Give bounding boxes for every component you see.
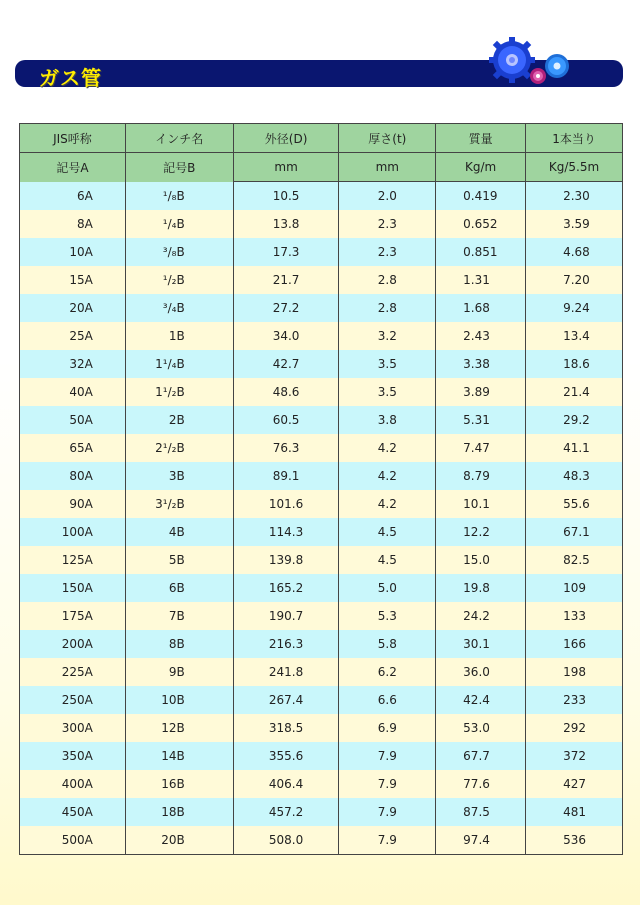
cell-thickness: 5.8 [339,630,436,658]
cell-inch-size: 8B [125,630,233,658]
cell-mass-per-m: 0.652 [436,210,526,238]
cell-mass-per-pipe: 7.20 [526,266,623,294]
cell-inch-size: 20B [125,826,233,855]
col-header-jis: JIS呼称 [20,124,126,153]
cell-inch-size: ¹/₂B [125,266,233,294]
cell-mass-per-m: 30.1 [436,630,526,658]
cell-outer-diameter: 267.4 [233,686,339,714]
cell-outer-diameter: 406.4 [233,770,339,798]
cell-outer-diameter: 27.2 [233,294,339,322]
table-row [20,406,623,434]
cell-inch-size: ³/₄B [125,294,233,322]
table-row [20,322,623,350]
cell-outer-diameter: 89.1 [233,462,339,490]
cell-jis-size: 32A [20,350,126,378]
cell-mass-per-m: 7.47 [436,434,526,462]
col-unit-jis: 記号A [20,153,126,182]
cell-thickness: 4.5 [339,546,436,574]
cell-outer-diameter: 10.5 [233,182,339,211]
table-row [20,434,623,462]
cell-mass-per-pipe: 166 [526,630,623,658]
cell-jis-size: 400A [20,770,126,798]
cell-mass-per-pipe: 133 [526,602,623,630]
cell-jis-size: 200A [20,630,126,658]
cell-inch-size: 12B [125,714,233,742]
cell-jis-size: 350A [20,742,126,770]
cell-thickness: 4.2 [339,462,436,490]
cell-jis-size: 50A [20,406,126,434]
cell-inch-size: 10B [125,686,233,714]
cell-outer-diameter: 355.6 [233,742,339,770]
cell-thickness: 2.3 [339,238,436,266]
cell-inch-size: 3B [125,462,233,490]
cell-thickness: 7.9 [339,798,436,826]
cell-mass-per-m: 3.89 [436,378,526,406]
table-row [20,350,623,378]
large-gear-icon [489,37,535,83]
cell-jis-size: 125A [20,546,126,574]
cell-inch-size: 7B [125,602,233,630]
cell-mass-per-pipe: 13.4 [526,322,623,350]
cell-mass-per-m: 67.7 [436,742,526,770]
cell-thickness: 2.8 [339,294,436,322]
gas-pipe-table [19,123,623,855]
cell-inch-size: 2¹/₂B [125,434,233,462]
cell-thickness: 3.5 [339,350,436,378]
cell-mass-per-pipe: 292 [526,714,623,742]
cell-jis-size: 450A [20,798,126,826]
cell-mass-per-pipe: 536 [526,826,623,855]
table-row [20,798,623,826]
cell-thickness: 6.2 [339,658,436,686]
cell-mass-per-m: 53.0 [436,714,526,742]
table-row [20,686,623,714]
table-row [20,182,623,211]
cell-mass-per-pipe: 9.24 [526,294,623,322]
col-header-mass: 質量 [436,124,526,153]
cell-outer-diameter: 114.3 [233,518,339,546]
cell-mass-per-m: 19.8 [436,574,526,602]
cell-jis-size: 20A [20,294,126,322]
cell-outer-diameter: 21.7 [233,266,339,294]
col-unit-mass: Kg/m [436,153,526,182]
cell-jis-size: 500A [20,826,126,855]
cell-inch-size: 1¹/₄B [125,350,233,378]
cell-mass-per-m: 42.4 [436,686,526,714]
cell-mass-per-m: 0.419 [436,182,526,211]
cell-jis-size: 6A [20,182,126,211]
header-row-2 [20,153,623,182]
table-row [20,518,623,546]
cell-mass-per-m: 97.4 [436,826,526,855]
cell-jis-size: 300A [20,714,126,742]
cell-outer-diameter: 508.0 [233,826,339,855]
cell-thickness: 4.2 [339,434,436,462]
cell-outer-diameter: 190.7 [233,602,339,630]
cell-inch-size: 16B [125,770,233,798]
cell-jis-size: 25A [20,322,126,350]
table-row [20,462,623,490]
cell-jis-size: 40A [20,378,126,406]
cell-mass-per-pipe: 41.1 [526,434,623,462]
cell-jis-size: 10A [20,238,126,266]
cell-outer-diameter: 17.3 [233,238,339,266]
cell-mass-per-m: 0.851 [436,238,526,266]
table-row [20,546,623,574]
cell-mass-per-pipe: 372 [526,742,623,770]
cell-outer-diameter: 101.6 [233,490,339,518]
cell-inch-size: 3¹/₂B [125,490,233,518]
cell-outer-diameter: 13.8 [233,210,339,238]
cell-outer-diameter: 165.2 [233,574,339,602]
cell-inch-size: 4B [125,518,233,546]
cell-inch-size: 9B [125,658,233,686]
cell-inch-size: 1¹/₂B [125,378,233,406]
table-row [20,266,623,294]
cell-thickness: 4.2 [339,490,436,518]
cell-thickness: 4.5 [339,518,436,546]
cell-inch-size: 6B [125,574,233,602]
cell-jis-size: 15A [20,266,126,294]
cell-thickness: 3.5 [339,378,436,406]
cell-outer-diameter: 457.2 [233,798,339,826]
col-unit-thickness: mm [339,153,436,182]
cell-mass-per-m: 1.68 [436,294,526,322]
cell-jis-size: 65A [20,434,126,462]
table-row [20,294,623,322]
cell-mass-per-m: 36.0 [436,658,526,686]
cell-inch-size: 1B [125,322,233,350]
cell-thickness: 6.9 [339,714,436,742]
cell-outer-diameter: 76.3 [233,434,339,462]
cell-mass-per-pipe: 233 [526,686,623,714]
cell-outer-diameter: 318.5 [233,714,339,742]
cell-outer-diameter: 42.7 [233,350,339,378]
cell-inch-size: 14B [125,742,233,770]
cell-mass-per-pipe: 82.5 [526,546,623,574]
cell-thickness: 7.9 [339,770,436,798]
cell-mass-per-m: 8.79 [436,462,526,490]
cell-thickness: 7.9 [339,826,436,855]
cell-mass-per-pipe: 55.6 [526,490,623,518]
small-pink-gear-icon [530,68,546,84]
cell-jis-size: 175A [20,602,126,630]
table-row [20,238,623,266]
cell-thickness: 5.3 [339,602,436,630]
cell-jis-size: 250A [20,686,126,714]
header-row-1 [20,124,623,153]
cell-outer-diameter: 48.6 [233,378,339,406]
cell-outer-diameter: 34.0 [233,322,339,350]
col-unit-inch: 記号B [125,153,233,182]
cell-inch-size: ¹/₈B [125,182,233,211]
cell-jis-size: 80A [20,462,126,490]
cell-jis-size: 90A [20,490,126,518]
cell-mass-per-m: 12.2 [436,518,526,546]
table-row [20,714,623,742]
cell-inch-size: 18B [125,798,233,826]
cell-mass-per-m: 87.5 [436,798,526,826]
table-row [20,602,623,630]
table-row [20,742,623,770]
cell-mass-per-m: 15.0 [436,546,526,574]
cell-jis-size: 150A [20,574,126,602]
table-row [20,378,623,406]
cell-thickness: 6.6 [339,686,436,714]
cell-mass-per-pipe: 21.4 [526,378,623,406]
col-unit-outer-diameter: mm [233,153,339,182]
cell-mass-per-m: 1.31 [436,266,526,294]
table-row [20,658,623,686]
cell-jis-size: 8A [20,210,126,238]
cell-mass-per-m: 24.2 [436,602,526,630]
cell-outer-diameter: 216.3 [233,630,339,658]
cell-inch-size: ¹/₄B [125,210,233,238]
small-blue-gear-icon [545,54,569,78]
cell-thickness: 5.0 [339,574,436,602]
cell-mass-per-pipe: 427 [526,770,623,798]
cell-inch-size: ³/₈B [125,238,233,266]
table-row [20,826,623,855]
cell-outer-diameter: 60.5 [233,406,339,434]
cell-mass-per-pipe: 2.30 [526,182,623,211]
table-row [20,210,623,238]
gears-icon [483,32,583,92]
cell-mass-per-pipe: 198 [526,658,623,686]
page-title: ガス管 [39,66,102,90]
table-row [20,574,623,602]
cell-mass-per-m: 3.38 [436,350,526,378]
cell-thickness: 2.0 [339,182,436,211]
cell-mass-per-pipe: 109 [526,574,623,602]
table-row [20,770,623,798]
cell-jis-size: 225A [20,658,126,686]
cell-outer-diameter: 241.8 [233,658,339,686]
col-header-per-pipe: 1本当り [526,124,623,153]
table-row [20,630,623,658]
col-unit-per-pipe: Kg/5.5m [526,153,623,182]
cell-mass-per-pipe: 4.68 [526,238,623,266]
col-header-thickness: 厚さ(t) [339,124,436,153]
cell-mass-per-pipe: 18.6 [526,350,623,378]
cell-mass-per-m: 5.31 [436,406,526,434]
cell-mass-per-pipe: 29.2 [526,406,623,434]
table-row [20,490,623,518]
cell-thickness: 2.3 [339,210,436,238]
col-header-inch: インチ名 [125,124,233,153]
cell-outer-diameter: 139.8 [233,546,339,574]
cell-inch-size: 2B [125,406,233,434]
col-header-outer-diameter: 外径(D) [233,124,339,153]
cell-inch-size: 5B [125,546,233,574]
cell-thickness: 3.8 [339,406,436,434]
cell-mass-per-pipe: 67.1 [526,518,623,546]
cell-jis-size: 100A [20,518,126,546]
cell-mass-per-pipe: 48.3 [526,462,623,490]
cell-mass-per-m: 10.1 [436,490,526,518]
cell-thickness: 7.9 [339,742,436,770]
cell-mass-per-m: 77.6 [436,770,526,798]
cell-mass-per-pipe: 481 [526,798,623,826]
cell-mass-per-m: 2.43 [436,322,526,350]
cell-mass-per-pipe: 3.59 [526,210,623,238]
cell-thickness: 3.2 [339,322,436,350]
cell-thickness: 2.8 [339,266,436,294]
